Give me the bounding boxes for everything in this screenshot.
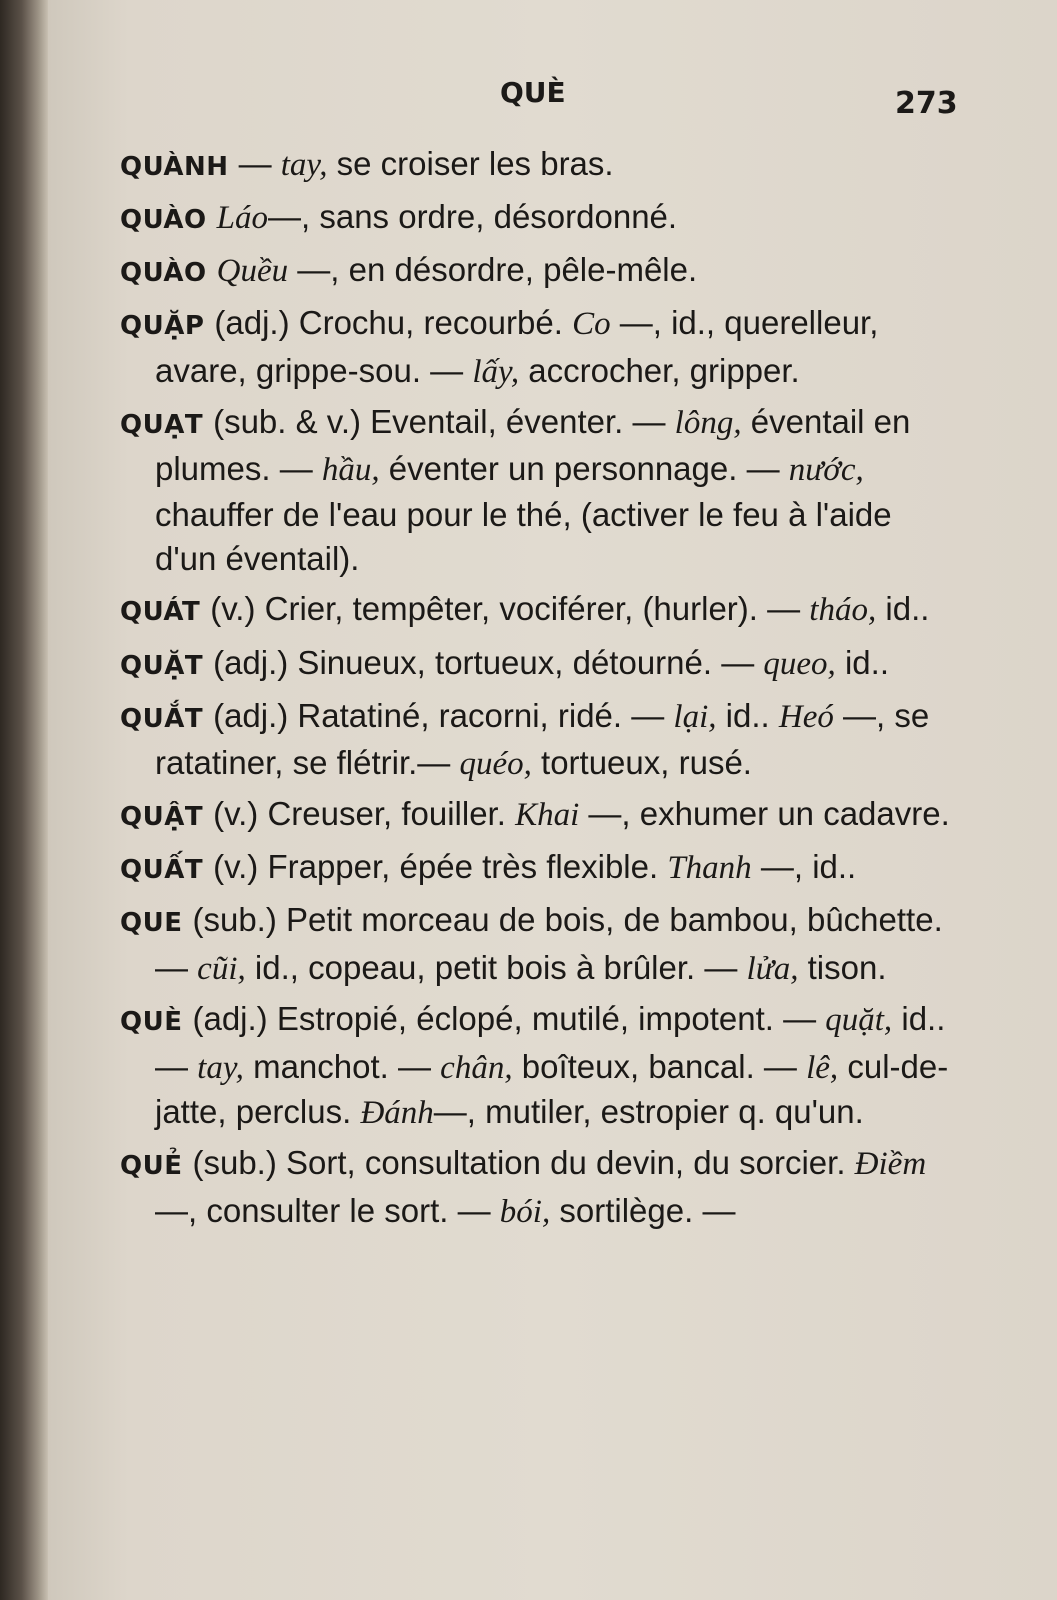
dictionary-entry [120, 997, 950, 1136]
definition-text: (adj.) Ratatiné, racorni, ridé. — [213, 696, 674, 734]
vietnamese-term: lê, [806, 1049, 839, 1086]
vietnamese-term: lông, [674, 404, 742, 441]
vietnamese-term: lại, [673, 698, 717, 735]
vietnamese-term: Co [572, 306, 611, 343]
vietnamese-term: Khai [515, 797, 580, 834]
definition-text: (sub.) Petit morceau de bois, de bambou, bûchette. — [155, 901, 943, 986]
vietnamese-term: Quều [216, 253, 289, 290]
entry-headword: QUẠT [120, 409, 204, 440]
definition-text: sortilège. — [550, 1191, 736, 1229]
definition-text: (adj.) Crochu, recourbé. [214, 304, 573, 342]
dictionary-entry [120, 195, 950, 243]
vietnamese-term: lấy, [472, 353, 520, 390]
definition-text: accrocher, gripper. [519, 351, 800, 389]
dictionary-entry [120, 1141, 950, 1234]
definition-text: éventer un personnage. — [379, 450, 789, 488]
definition-text: (sub. & v.) Eventail, éventer. — [213, 402, 675, 440]
vietnamese-term: tay, [197, 1049, 244, 1086]
definition-text: —, se ratatiner, se flétrir.— [155, 696, 930, 782]
vietnamese-term: cũi, [197, 950, 246, 987]
vietnamese-term: tháo, [809, 592, 877, 629]
entry-headword: QUẶP [120, 311, 205, 342]
entry-headword: QUÈ [120, 1007, 183, 1038]
definition-text: —, exhumer un cadavre. [579, 795, 950, 833]
dictionary-entry [120, 641, 950, 689]
definition-text: id.. [835, 643, 889, 681]
vietnamese-term: quéo, [459, 746, 532, 783]
definition-text: —, en désordre, pêle-mêle. [288, 251, 698, 289]
entry-headword: QUÀO [120, 258, 207, 289]
definition-text: id., copeau, petit bois à brûler. — [245, 948, 747, 986]
definition-text: — [238, 145, 281, 182]
vietnamese-term: hầu, [321, 452, 380, 489]
definition-text: (adj.) Estropié, éclopé, mutilé, impotent. — [192, 1000, 826, 1038]
definition-text: —, sans ordre, désordonné. [268, 198, 678, 236]
definition-text: (sub.) Sort, consultation du devin, du sorcier. [192, 1144, 855, 1182]
book-spine-shadow [0, 0, 48, 1600]
dictionary-entry [120, 142, 950, 190]
definition-text: boîteux, bancal. — [512, 1047, 807, 1085]
running-head: QUÈ [500, 76, 566, 109]
dictionary-entry [120, 898, 950, 991]
entry-headword: QUẶT [120, 650, 204, 681]
dictionary-entry [120, 792, 950, 840]
definition-text: (v.) Crier, tempêter, vociférer, (hurler). — [210, 590, 810, 628]
vietnamese-term: Láo [216, 200, 268, 237]
entry-headword: QUE [120, 908, 183, 939]
definition-text: (v.) Frapper, épée très flexible. [213, 848, 668, 886]
vietnamese-term: lửa, [746, 950, 799, 987]
vietnamese-term: chân, [440, 1049, 513, 1086]
page-number: 273 [895, 86, 958, 121]
vietnamese-term: tay, [280, 147, 328, 183]
definition-text: (adj.) Sinueux, tortueux, détourné. — [213, 643, 764, 681]
dictionary-entry [120, 248, 950, 296]
entry-headword: QUẮT [120, 703, 204, 734]
definition-text: manchot. — [243, 1047, 441, 1085]
vietnamese-term: Thanh [667, 850, 752, 887]
definition-text: id.. — [155, 1000, 946, 1085]
definition-text: —, mutiler, estropier q. qu'un. [433, 1093, 864, 1131]
vietnamese-term: quặt, [825, 1002, 893, 1039]
dictionary-entry [120, 694, 950, 787]
dictionary-entry [120, 845, 950, 893]
entry-headword: QUÁT [120, 597, 201, 628]
vietnamese-term: Điềm [854, 1146, 927, 1183]
entry-headword: QUẺ [120, 1151, 183, 1182]
definition-text: —, id.. [751, 848, 857, 886]
dictionary-entry [120, 587, 950, 635]
vietnamese-term: Heó [778, 698, 834, 735]
entry-headword: QUẬT [120, 802, 204, 833]
entry-headword: QUÀO [120, 205, 207, 236]
definition-text: (v.) Creuser, fouiller. [213, 795, 516, 833]
definition-text: éventail en plumes. — [155, 402, 911, 488]
vietnamese-term: bói, [499, 1193, 551, 1230]
vietnamese-term: nước, [788, 452, 864, 489]
vietnamese-term: Đánh [360, 1095, 434, 1132]
definition-text: —, consulter le sort. — [155, 1191, 500, 1229]
entry-headword: QUÀNH [120, 152, 229, 182]
definition-text: se croiser les bras. [327, 145, 614, 182]
definition-text: tison. [798, 948, 887, 986]
dictionary-entry [120, 301, 950, 394]
definition-text: tortueux, rusé. [531, 744, 752, 782]
definition-text: id.. [716, 696, 779, 734]
vietnamese-term: queo, [763, 645, 836, 682]
entry-headword: QUẤT [120, 855, 204, 886]
definition-text: cul-de-jatte, perclus. [155, 1047, 949, 1131]
definition-text: id.. [876, 590, 930, 628]
dictionary-entry [120, 400, 950, 582]
definition-text: —, id., querelleur, avare, grippe-sou. — [155, 304, 879, 389]
dictionary-entries [120, 142, 950, 1240]
definition-text: chauffer de l'eau pour le thé, (activer le feu à l'aide d'un éventail). [155, 495, 892, 578]
